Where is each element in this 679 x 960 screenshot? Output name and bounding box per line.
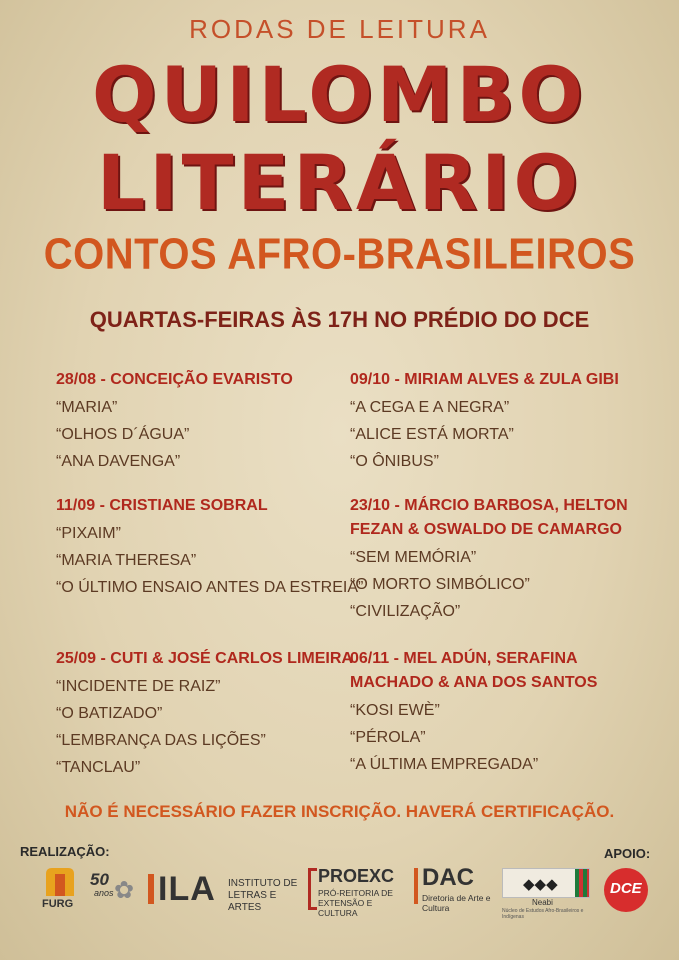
neabi-description: Núcleo de Estudos Afro-Brasileiros e Indígenas bbox=[502, 908, 584, 920]
sponsor-logos bbox=[0, 866, 679, 926]
story-title: “PÉROLA” bbox=[350, 729, 426, 746]
flower-icon: ✿ bbox=[114, 877, 135, 904]
furg-text: FURG bbox=[42, 898, 74, 910]
schedule-line: QUARTAS-FEIRAS ÀS 17H NO PRÉDIO DO DCE bbox=[89, 307, 590, 332]
theme-title: CONTOS AFRO-BRASILEIROS bbox=[43, 229, 636, 279]
story-title: “PIXAIM” bbox=[56, 525, 121, 542]
story-title: “ALICE ESTÁ MORTA” bbox=[350, 426, 514, 443]
story-title: “OLHOS D´ÁGUA” bbox=[56, 426, 190, 443]
neabi-logo bbox=[502, 866, 592, 920]
map-icon: ◆◆◆ bbox=[523, 876, 558, 893]
ila-bar-icon bbox=[148, 874, 154, 904]
ila-description: INSTITUTO DE LETRAS E ARTES bbox=[228, 878, 298, 913]
session-block bbox=[56, 647, 366, 781]
story-title: “O ÔNIBUS” bbox=[350, 453, 439, 470]
session-block bbox=[350, 368, 660, 475]
dce-wordmark: DCE bbox=[610, 880, 642, 897]
session-block bbox=[56, 494, 366, 601]
dac-logo bbox=[414, 866, 500, 914]
session-heading: 23/10 - MÁRCIO BARBOSA, HELTON FEZAN & OSWALDO DE CAMARGO bbox=[350, 497, 628, 538]
story-title: “O ÚLTIMO ENSAIO ANTES DA ESTREIA” bbox=[56, 579, 364, 596]
story-title: “SEM MEMÓRIA” bbox=[350, 549, 477, 566]
stripe-pattern-icon bbox=[575, 869, 589, 897]
story-title: “TANCLAU” bbox=[56, 759, 141, 776]
session-heading: 11/09 - CRISTIANE SOBRAL bbox=[56, 497, 268, 514]
realizacao-label: REALIZAÇÃO: bbox=[20, 844, 110, 859]
story-title: “O MORTO SIMBÓLICO” bbox=[350, 576, 530, 593]
main-title-line1: QUILOMBO bbox=[91, 50, 588, 139]
apoio-label: APOIO: bbox=[604, 846, 651, 861]
session-heading: 25/09 - CUTI & JOSÉ CARLOS LIMEIRA bbox=[56, 650, 353, 667]
dac-bar-icon bbox=[414, 868, 418, 904]
proexc-logo bbox=[308, 866, 408, 918]
story-title: “O BATIZADO” bbox=[56, 705, 163, 722]
fifty-number: 50 bbox=[90, 870, 109, 889]
fifty-subtext: anos bbox=[94, 888, 114, 898]
ila-logo bbox=[148, 870, 298, 914]
bracket-icon bbox=[308, 868, 317, 910]
story-title: “KOSI EWÈ” bbox=[350, 702, 440, 719]
session-block bbox=[350, 494, 660, 625]
story-title: “MARIA” bbox=[56, 399, 118, 416]
session-heading: 09/10 - MIRIAM ALVES & ZULA GIBI bbox=[350, 371, 619, 388]
story-title: “LEMBRANÇA DAS LIÇÕES” bbox=[56, 732, 266, 749]
dac-description: Diretoria de Arte e Cultura bbox=[422, 893, 491, 913]
session-block bbox=[350, 647, 660, 778]
dac-wordmark: DAC bbox=[422, 864, 474, 891]
fifty-years-logo bbox=[90, 870, 140, 910]
neabi-wordmark: Neabi bbox=[532, 898, 553, 907]
proexc-description: PRÓ-REITORIA DE EXTENSÃO E CULTURA bbox=[318, 888, 393, 918]
neabi-banner bbox=[502, 868, 590, 898]
session-block bbox=[56, 368, 366, 475]
session-heading: 06/11 - MEL ADÚN, SERAFINA MACHADO & ANA DOS SANTOS bbox=[350, 650, 598, 691]
furg-logo bbox=[40, 866, 84, 914]
story-title: “INCIDENTE DE RAIZ” bbox=[56, 678, 221, 695]
story-title: “CIVILIZAÇÃO” bbox=[350, 603, 461, 620]
proexc-wordmark: PROEXC bbox=[318, 866, 395, 886]
main-title-line2: LITERÁRIO bbox=[96, 138, 583, 227]
series-title: RODAS DE LEITURA bbox=[189, 14, 490, 44]
story-title: “A ÚLTIMA EMPREGADA” bbox=[350, 756, 539, 773]
registration-notice: NÃO É NECESSÁRIO FAZER INSCRIÇÃO. HAVERÁ CERTIFICAÇÃO. bbox=[64, 802, 615, 821]
dce-logo bbox=[604, 868, 652, 916]
session-heading: 28/08 - CONCEIÇÃO EVARISTO bbox=[56, 371, 293, 388]
ila-wordmark: ILA bbox=[158, 870, 216, 908]
furg-emblem-icon bbox=[40, 866, 80, 898]
story-title: “A CEGA E A NEGRA” bbox=[350, 399, 510, 416]
story-title: “ANA DAVENGA” bbox=[56, 453, 181, 470]
story-title: “MARIA THERESA” bbox=[56, 552, 197, 569]
